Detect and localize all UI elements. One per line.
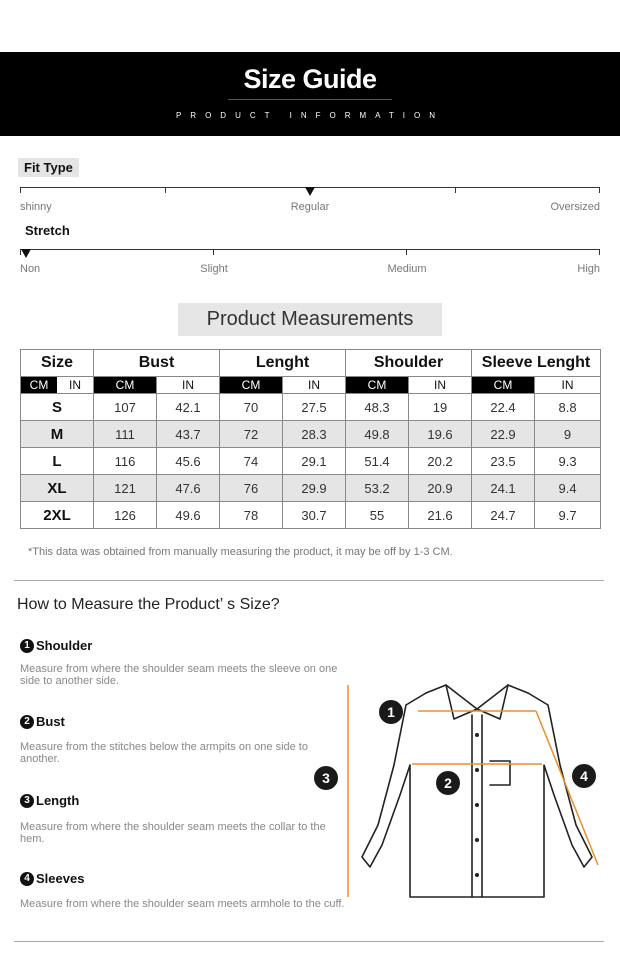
shoulder-cm-cell: 51.4 [346, 448, 409, 475]
column-header: Shoulder [346, 350, 472, 377]
fit-type-tick [20, 187, 21, 193]
length-in-cell: 27.5 [283, 394, 346, 421]
step-title: Length [36, 793, 80, 808]
table-row [21, 475, 601, 502]
step-number-icon: 2 [20, 715, 34, 729]
step-sleeves-heading [20, 871, 84, 886]
shirt-buttons [475, 733, 479, 877]
table-row [21, 502, 601, 529]
size-cell: 2XL [21, 502, 94, 529]
bust-cm-cell: 121 [94, 475, 157, 502]
length-cm-cell: 76 [220, 475, 283, 502]
sleeve-cm-cell: 24.1 [472, 475, 535, 502]
marker-3-icon: 3 [314, 766, 338, 790]
length-cm-cell: 72 [220, 421, 283, 448]
fit-type-tick [455, 187, 456, 193]
shoulder-in-cell: 19 [409, 394, 472, 421]
size-unit-cell [21, 377, 94, 394]
measurements-title: Product Measurements [178, 303, 442, 336]
shoulder-in-cell: 20.2 [409, 448, 472, 475]
page-subtitle: PRODUCT INFORMATION [175, 111, 445, 120]
step-shoulder-heading [20, 638, 92, 653]
page-title: Size Guide [243, 64, 377, 94]
table-row [21, 421, 601, 448]
sleeve-cm-cell: 22.4 [472, 394, 535, 421]
column-header: Lenght [220, 350, 346, 377]
unit-cm: CM [94, 377, 157, 394]
stretch-option: High [577, 263, 600, 275]
unit-in: IN [57, 377, 93, 393]
step-description: Measure from the stitches below the armpits on one side to another. [20, 741, 308, 765]
fit-type-label: Fit Type [18, 158, 79, 177]
how-to-title: How to Measure the Product’ s Size? [17, 596, 280, 613]
shoulder-cm-cell: 55 [346, 502, 409, 529]
bust-cm-cell: 116 [94, 448, 157, 475]
bust-in-cell: 43.7 [157, 421, 220, 448]
column-header: Size [21, 350, 94, 377]
size-cell: S [21, 394, 94, 421]
unit-in: IN [535, 377, 601, 394]
length-in-cell: 29.9 [283, 475, 346, 502]
unit-cm: CM [472, 377, 535, 394]
bust-cm-cell: 107 [94, 394, 157, 421]
stretch-option: Non [20, 263, 41, 275]
length-in-cell: 28.3 [283, 421, 346, 448]
sleeve-in-cell: 9 [535, 421, 601, 448]
step-title: Sleeves [36, 871, 85, 886]
table-row [21, 448, 601, 475]
shoulder-cm-cell: 48.3 [346, 394, 409, 421]
bust-cm-cell: 126 [94, 502, 157, 529]
sleeve-cm-cell: 24.7 [472, 502, 535, 529]
length-in-cell: 29.1 [283, 448, 346, 475]
step-title: Bust [36, 714, 65, 729]
step-description: Measure from where the shoulder seam meets the sleeve on one side to another side. [20, 663, 338, 687]
shoulder-in-cell: 19.6 [409, 421, 472, 448]
shoulder-in-cell: 21.6 [409, 502, 472, 529]
section-divider [14, 580, 604, 581]
fit-type-tick [599, 187, 600, 193]
stretch-tick [213, 249, 214, 255]
title-divider [228, 99, 392, 100]
column-header: Sleeve Lenght [472, 350, 601, 377]
stretch-option: Slight [200, 263, 228, 275]
sleeve-in-cell: 8.8 [535, 394, 601, 421]
step-number-icon: 1 [20, 639, 34, 653]
stretch-tick [406, 249, 407, 255]
fit-type-pointer-icon [305, 187, 315, 196]
bottom-divider [14, 941, 604, 942]
bust-in-cell: 47.6 [157, 475, 220, 502]
marker-1-icon: 1 [379, 700, 403, 724]
unit-cm: CM [346, 377, 409, 394]
length-cm-cell: 78 [220, 502, 283, 529]
fit-type-option: shinny [20, 201, 52, 213]
shoulder-cm-cell: 53.2 [346, 475, 409, 502]
table-row [21, 394, 601, 421]
stretch-scale-line [20, 249, 600, 250]
step-description: Measure from where the shoulder seam meets the collar to the hem. [20, 821, 326, 845]
shoulder-in-cell: 20.9 [409, 475, 472, 502]
sleeve-guide-line [536, 711, 598, 865]
size-table [20, 349, 601, 529]
length-in-cell: 30.7 [283, 502, 346, 529]
unit-cm: CM [220, 377, 283, 394]
sleeve-cm-cell: 23.5 [472, 448, 535, 475]
bust-in-cell: 45.6 [157, 448, 220, 475]
size-cell: M [21, 421, 94, 448]
fit-type-option: Regular [290, 201, 330, 213]
sleeve-in-cell: 9.4 [535, 475, 601, 502]
unit-cm: CM [21, 377, 57, 393]
stretch-pointer-icon [21, 249, 31, 258]
marker-4-icon: 4 [572, 764, 596, 788]
step-length-heading [20, 793, 79, 808]
bust-in-cell: 49.6 [157, 502, 220, 529]
step-description: Measure from where the shoulder seam meets armhole to the cuff. [20, 898, 345, 910]
size-cell: XL [21, 475, 94, 502]
length-cm-cell: 74 [220, 448, 283, 475]
unit-in: IN [157, 377, 220, 394]
bust-in-cell: 42.1 [157, 394, 220, 421]
step-title: Shoulder [36, 638, 93, 653]
stretch-label: Stretch [25, 223, 70, 238]
unit-in: IN [409, 377, 472, 394]
fit-type-option: Oversized [550, 201, 600, 213]
unit-row [21, 377, 601, 394]
size-cell: L [21, 448, 94, 475]
step-bust-heading [20, 714, 65, 729]
sleeve-in-cell: 9.7 [535, 502, 601, 529]
stretch-tick [599, 249, 600, 255]
length-cm-cell: 70 [220, 394, 283, 421]
step-number-icon: 3 [20, 794, 34, 808]
sleeve-in-cell: 9.3 [535, 448, 601, 475]
measurement-note: *This data was obtained from manually measuring the product, it may be off by 1-3 CM. [28, 546, 453, 558]
fit-type-tick [165, 187, 166, 193]
column-header: Bust [94, 350, 220, 377]
stretch-option: Medium [387, 263, 427, 275]
shoulder-cm-cell: 49.8 [346, 421, 409, 448]
step-number-icon: 4 [20, 872, 34, 886]
marker-2-icon: 2 [436, 771, 460, 795]
sleeve-cm-cell: 22.9 [472, 421, 535, 448]
bust-cm-cell: 111 [94, 421, 157, 448]
unit-in: IN [283, 377, 346, 394]
table-header-row [21, 350, 601, 377]
